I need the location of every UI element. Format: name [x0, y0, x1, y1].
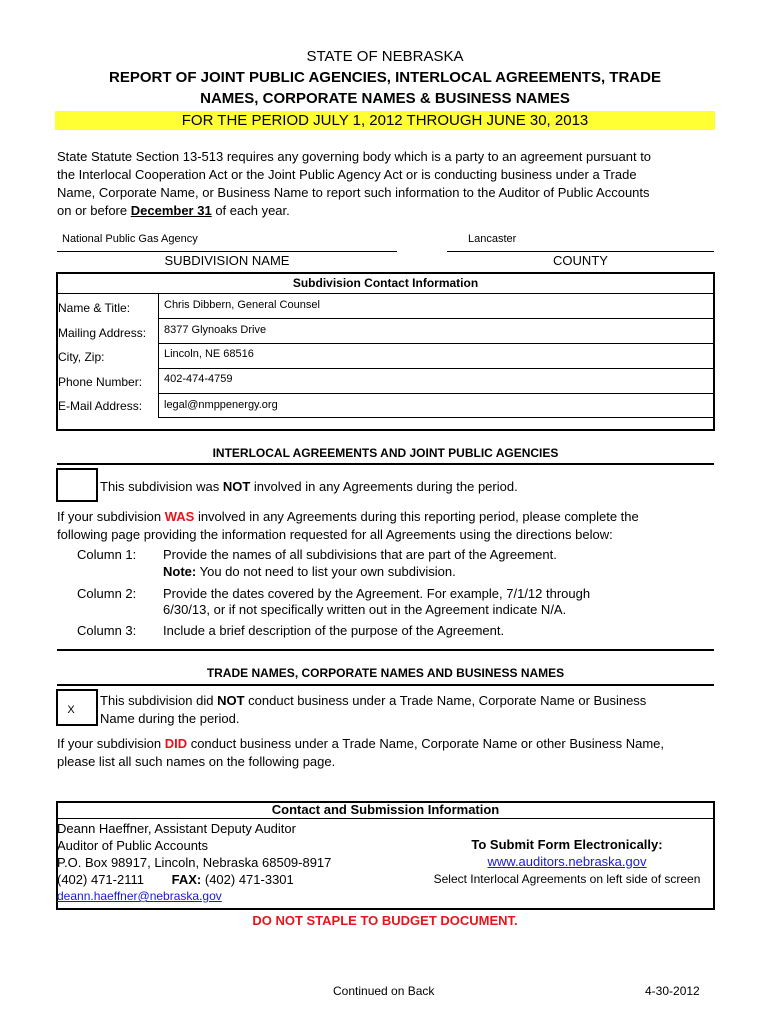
row-divider	[158, 343, 714, 344]
trade-statement-post: conduct business under a Trade Name, Corporate Name or Business	[248, 693, 647, 708]
column1-note-text: You do not need to list your own subdivision.	[199, 564, 456, 579]
statute-line4	[57, 202, 737, 220]
trade-checkbox-mark: X	[67, 704, 75, 716]
column2-label: Column 2:	[77, 586, 137, 601]
trade-statement-line1	[100, 692, 720, 710]
column1-note	[163, 564, 456, 579]
electronic-heading: To Submit Form Electronically:	[471, 837, 663, 852]
auditor-name: Deann Haeffner, Assistant Deputy Auditor	[57, 821, 296, 836]
county-label: COUNTY	[553, 253, 608, 268]
statute-line4-pre: on or before	[57, 203, 128, 218]
city-zip-label: City, Zip:	[58, 350, 105, 364]
auditor-phone-fax	[57, 871, 331, 888]
submission-box-title: Contact and Submission Information	[271, 802, 500, 817]
row-divider	[158, 393, 714, 394]
submission-left	[57, 820, 331, 905]
auditor-fax: (402) 471-3301	[204, 872, 294, 887]
trade-top-rule	[57, 649, 714, 651]
period-text: FOR THE PERIOD JULY 1, 2012 THROUGH JUNE 30, 2013	[181, 112, 589, 129]
statute-line1: State Statute Section 13-513 requires any governing body which is a party to an agreement pursuant to	[57, 149, 652, 164]
contact-box-title: Subdivision Contact Information	[292, 276, 479, 290]
interlocal-heading-rule	[57, 463, 714, 465]
statute-line2: the Interlocal Cooperation Act or the Joint Public Agency Act or is conducting business under a Trade	[57, 167, 637, 182]
interlocal-if-line2: following page providing the information requested for all Agreements using the directions below:	[57, 527, 613, 542]
statute-line3: Name, Corporate Name, or Business Name to report such information to the Auditor of Public Accounts	[57, 185, 650, 200]
interlocal-if-pre: If your subdivision	[57, 509, 162, 524]
auditor-email-link[interactable]: deann.haeffner@nebraska.gov	[57, 889, 222, 903]
contact-title-divider	[57, 293, 714, 294]
interlocal-if-was: WAS	[164, 509, 195, 524]
county-value[interactable]: Lancaster	[468, 233, 517, 245]
trade-if-post: conduct business under a Trade Name, Corporate Name or other Business Name,	[190, 736, 664, 751]
auditor-address: P.O. Box 98917, Lincoln, Nebraska 68509-8917	[57, 855, 332, 870]
auditor-phone: (402) 471-2111	[57, 872, 144, 887]
website-link[interactable]: www.auditors.nebraska.gov	[487, 854, 647, 869]
trade-statement-line2: Name during the period.	[100, 711, 240, 726]
contact-box	[56, 272, 715, 431]
staple-warning: DO NOT STAPLE TO BUDGET DOCUMENT.	[252, 913, 518, 928]
trade-heading: TRADE NAMES, CORPORATE NAMES AND BUSINESS NAMES	[206, 666, 565, 680]
column1-note-label: Note:	[163, 564, 197, 579]
interlocal-statement-pre: This subdivision was	[100, 479, 220, 494]
state-heading: STATE OF NEBRASKA	[306, 48, 464, 65]
column2-text2: 6/30/13, or if not specifically written out in the Agreement indicate N/A.	[163, 602, 567, 617]
report-title-line2: NAMES, CORPORATE NAMES & BUSINESS NAMES	[200, 90, 570, 107]
subdivision-name-label: SUBDIVISION NAME	[164, 253, 290, 268]
trade-if-line1	[57, 735, 737, 753]
continued-on-back: Continued on Back	[333, 984, 435, 998]
trade-checkbox[interactable]	[56, 689, 98, 726]
statute-line4-post: of each year.	[215, 203, 290, 218]
trade-if-pre: If your subdivision	[57, 736, 162, 751]
column2-text1: Provide the dates covered by the Agreement. For example, 7/1/12 through	[163, 586, 591, 601]
trade-if-line2: please list all such names on the following page.	[57, 754, 336, 769]
fax-label: FAX:	[171, 872, 202, 887]
name-title-label: Name & Title:	[58, 301, 131, 315]
phone-number-value[interactable]: 402-474-4759	[164, 373, 233, 385]
auditor-office: Auditor of Public Accounts	[57, 838, 209, 853]
row-divider	[158, 318, 714, 319]
contact-column-divider	[158, 294, 159, 418]
trade-statement-not: NOT	[217, 693, 245, 708]
submission-title-divider	[57, 818, 714, 819]
interlocal-if-line1	[57, 508, 737, 526]
form-date: 4-30-2012	[645, 984, 700, 998]
county-line	[447, 251, 714, 252]
subdivision-name-line	[57, 251, 397, 252]
interlocal-if-post: involved in any Agreements during this reporting period, please complete the	[197, 509, 639, 524]
interlocal-statement	[100, 479, 518, 494]
trade-statement-pre: This subdivision did	[100, 693, 214, 708]
statute-paragraph	[57, 148, 737, 220]
electronic-instruction: Select Interlocal Agreements on left side of screen	[433, 872, 701, 886]
interlocal-checkbox[interactable]	[56, 468, 98, 502]
interlocal-heading: INTERLOCAL AGREEMENTS AND JOINT PUBLIC AGENCIES	[212, 446, 559, 460]
row-divider	[158, 417, 714, 418]
interlocal-instructions	[57, 508, 737, 544]
trade-statement	[100, 692, 720, 728]
mailing-address-label: Mailing Address:	[58, 326, 147, 340]
column3-text: Include a brief description of the purpose of the Agreement.	[163, 623, 505, 638]
column3-label: Column 3:	[77, 623, 137, 638]
name-title-value[interactable]: Chris Dibbern, General Counsel	[164, 299, 320, 311]
column1-text: Provide the names of all subdivisions that are part of the Agreement.	[163, 547, 557, 562]
city-zip-value[interactable]: Lincoln, NE 68516	[164, 348, 254, 360]
subdivision-name-value[interactable]: National Public Gas Agency	[62, 233, 198, 245]
mailing-address-value[interactable]: 8377 Glynoaks Drive	[164, 324, 267, 336]
column1-label: Column 1:	[77, 547, 137, 562]
report-title-line1: REPORT OF JOINT PUBLIC AGENCIES, INTERLOCAL AGREEMENTS, TRADE	[109, 69, 661, 86]
row-divider	[158, 368, 714, 369]
email-address-label: E-Mail Address:	[58, 399, 143, 413]
interlocal-statement-not: NOT	[222, 479, 251, 494]
statute-deadline: December 31	[130, 203, 212, 218]
trade-instructions	[57, 735, 737, 771]
interlocal-statement-post: involved in any Agreements during the period.	[253, 479, 518, 494]
trade-heading-rule	[57, 684, 714, 686]
trade-if-did: DID	[164, 736, 188, 751]
email-address-value[interactable]: legal@nmppenergy.org	[164, 399, 278, 411]
phone-number-label: Phone Number:	[58, 375, 143, 389]
